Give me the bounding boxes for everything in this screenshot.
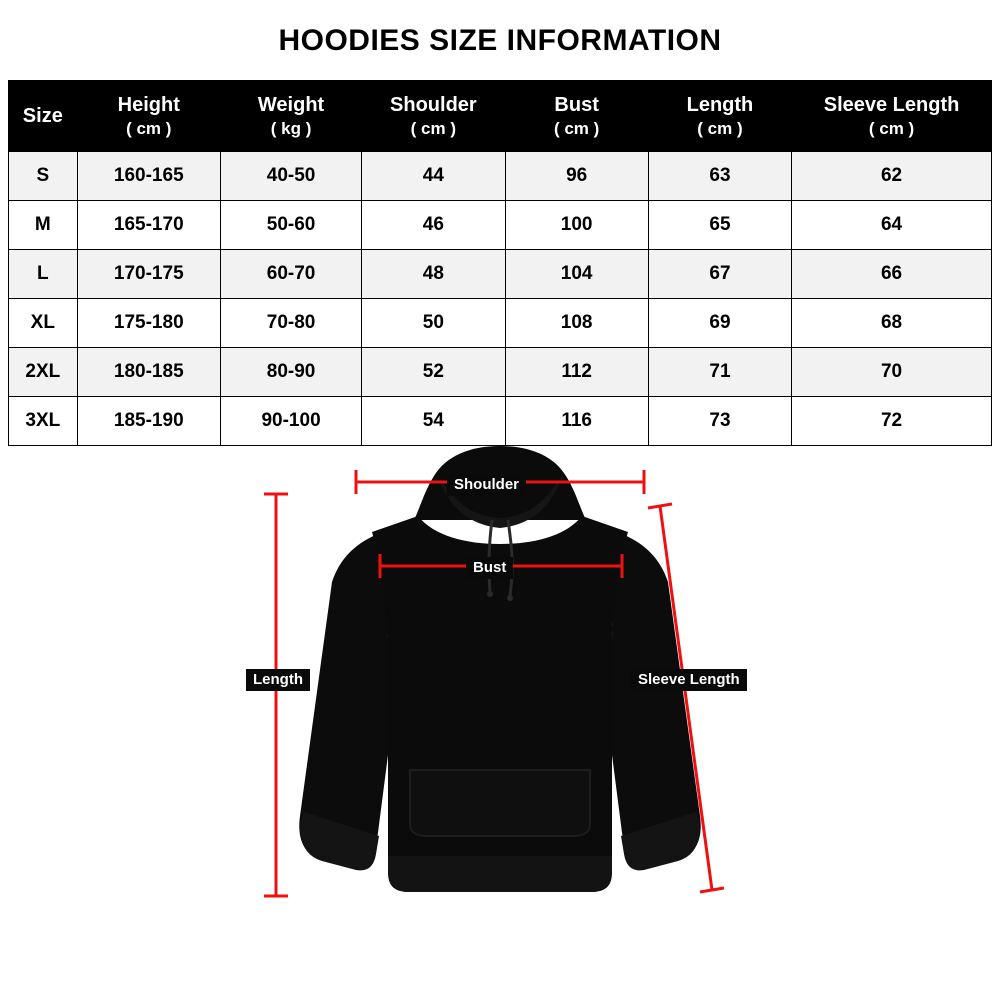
table-header [9,81,992,152]
cell-shoulder: 46 [362,201,505,250]
column-header-sleeve-length [792,81,992,152]
sleeve-guide-tick-bottom [700,888,724,892]
cell-sleeve-length: 68 [792,299,992,348]
column-header-size-label: Size [22,104,63,127]
bust-measure-label: Bust [466,557,513,579]
cell-height: 180-185 [77,348,220,397]
table-body [9,152,992,446]
cell-size: XL [9,299,78,348]
cell-height: 170-175 [77,250,220,299]
cell-height: 185-190 [77,397,220,446]
table-row [9,201,992,250]
cell-sleeve-length: 64 [792,201,992,250]
drawstring-tip-right [507,595,513,601]
cell-sleeve-length: 70 [792,348,992,397]
cell-length: 67 [648,250,791,299]
size-table-container [8,80,992,446]
cell-height: 160-165 [77,152,220,201]
cell-bust: 100 [505,201,648,250]
table-header-row [9,81,992,152]
cell-height: 165-170 [77,201,220,250]
drawstring-tip-left [487,591,493,597]
cell-shoulder: 50 [362,299,505,348]
column-header-weight-label: Weight [257,93,325,116]
cell-shoulder: 52 [362,348,505,397]
size-table [8,80,992,446]
kangaroo-pocket [410,770,590,836]
cell-size: L [9,250,78,299]
column-header-sleeve-length-unit: ( cm ) [868,118,915,138]
cell-weight: 50-60 [220,201,361,250]
column-header-bust-label: Bust [554,93,599,116]
shoulder-measure-label: Shoulder [447,474,526,496]
column-header-shoulder [362,81,505,152]
cell-size: 3XL [9,397,78,446]
cell-weight: 40-50 [220,152,361,201]
column-header-height [77,81,220,152]
cell-weight: 80-90 [220,348,361,397]
table-row [9,152,992,201]
cell-length: 63 [648,152,791,201]
hoodie-illustration [0,424,1000,1000]
column-header-length-unit: ( cm ) [697,118,743,138]
cell-length: 65 [648,201,791,250]
column-header-height-label: Height [117,93,180,116]
cell-shoulder: 44 [362,152,505,201]
cell-size: 2XL [9,348,78,397]
page-title: HOODIES SIZE INFORMATION [278,24,722,57]
column-header-size [9,81,78,152]
column-header-height-unit: ( cm ) [126,118,172,138]
cell-bust: 112 [505,348,648,397]
cell-length: 69 [648,299,791,348]
cell-sleeve-length: 66 [792,250,992,299]
cell-length: 71 [648,348,791,397]
cell-height: 175-180 [77,299,220,348]
cell-weight: 70-80 [220,299,361,348]
cell-size: S [9,152,78,201]
cell-size: M [9,201,78,250]
cell-bust: 104 [505,250,648,299]
column-header-shoulder-unit: ( cm ) [410,118,457,138]
length-measure-label: Length [246,669,310,691]
column-header-shoulder-label: Shoulder [390,93,477,116]
column-header-weight-unit: ( kg ) [270,118,312,138]
table-row [9,250,992,299]
column-header-length-label: Length [686,93,754,116]
cell-sleeve-length: 62 [792,152,992,201]
cell-shoulder: 48 [362,250,505,299]
cell-shoulder: 54 [362,397,505,446]
table-row [9,299,992,348]
bottom-hem [388,856,612,892]
cell-bust: 116 [505,397,648,446]
column-header-length [648,81,791,152]
sleeve-length-measure-label: Sleeve Length [631,669,747,691]
cell-weight: 90-100 [220,397,361,446]
cell-length: 73 [648,397,791,446]
column-header-weight [220,81,361,152]
cell-weight: 60-70 [220,250,361,299]
cell-bust: 96 [505,152,648,201]
column-header-bust-unit: ( cm ) [553,118,600,138]
table-row [9,348,992,397]
column-header-bust [505,81,648,152]
cell-bust: 108 [505,299,648,348]
column-header-sleeve-length-label: Sleeve Length [823,93,960,116]
cell-sleeve-length: 72 [792,397,992,446]
hoodie-diagram-svg [0,424,1000,1000]
sleeve-guide-tick-top [648,504,672,508]
